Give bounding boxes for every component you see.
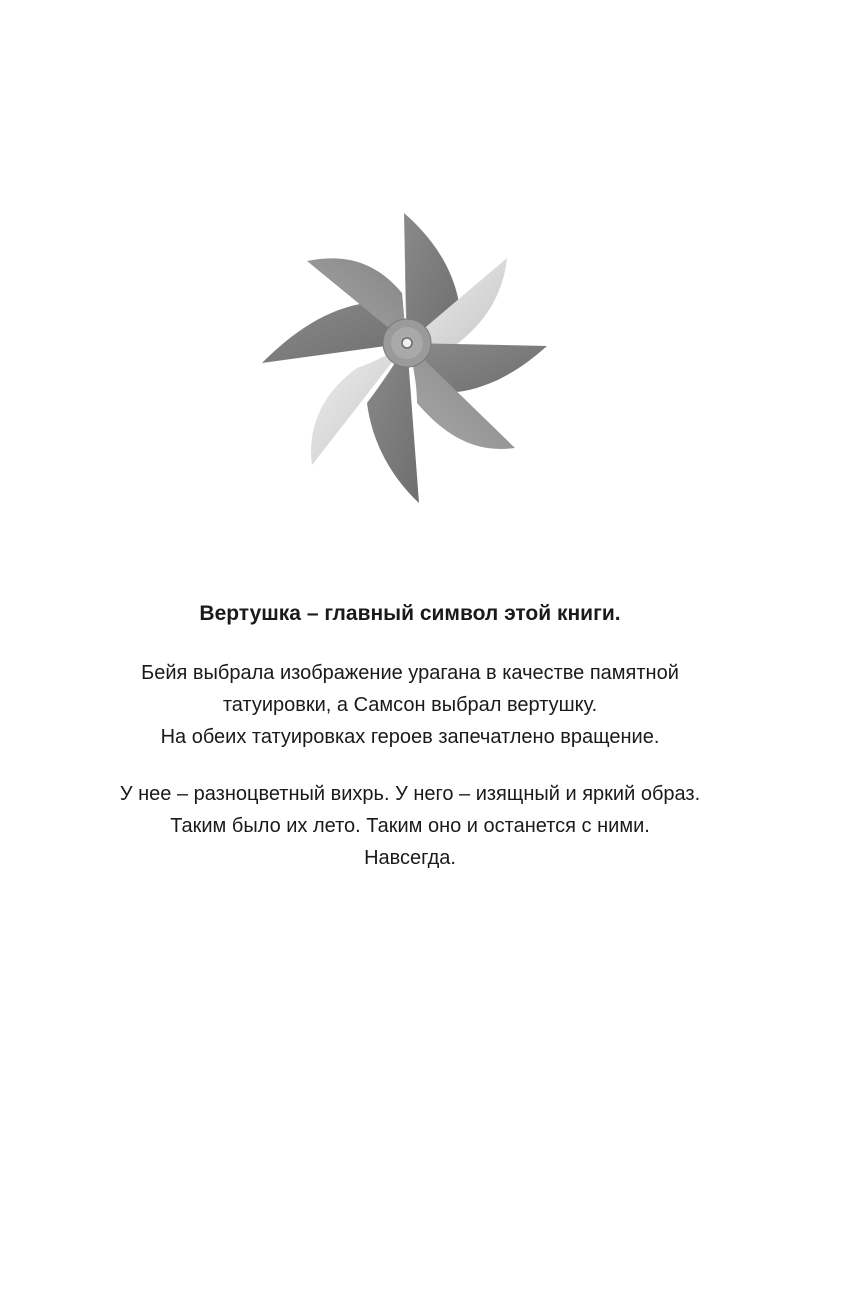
paragraph-line: На обеих татуировках героев запечатлено вращение. xyxy=(160,726,660,748)
pinwheel-blades xyxy=(262,213,547,503)
paragraph-line: У нее – разноцветный вихрь. У него – изящный и яркий образ. xyxy=(119,783,701,805)
paragraph-tattoos xyxy=(60,657,760,753)
paragraph-line: Таким было их лето. Таким оно и останется с ними. xyxy=(170,815,650,837)
page-heading: Вертушка – главный символ этой книги. xyxy=(199,602,621,625)
pinwheel-pin xyxy=(402,338,412,348)
pinwheel-illustration xyxy=(262,208,552,503)
paragraph-summer xyxy=(60,778,760,874)
paragraph-line: татуировки, а Самсон выбрал вертушку. xyxy=(222,694,598,716)
paragraph-line: Бейя выбрала изображение урагана в качестве памятной xyxy=(141,662,679,684)
paragraph-line: Навсегда. xyxy=(364,847,456,869)
pinwheel-icon xyxy=(262,208,552,503)
